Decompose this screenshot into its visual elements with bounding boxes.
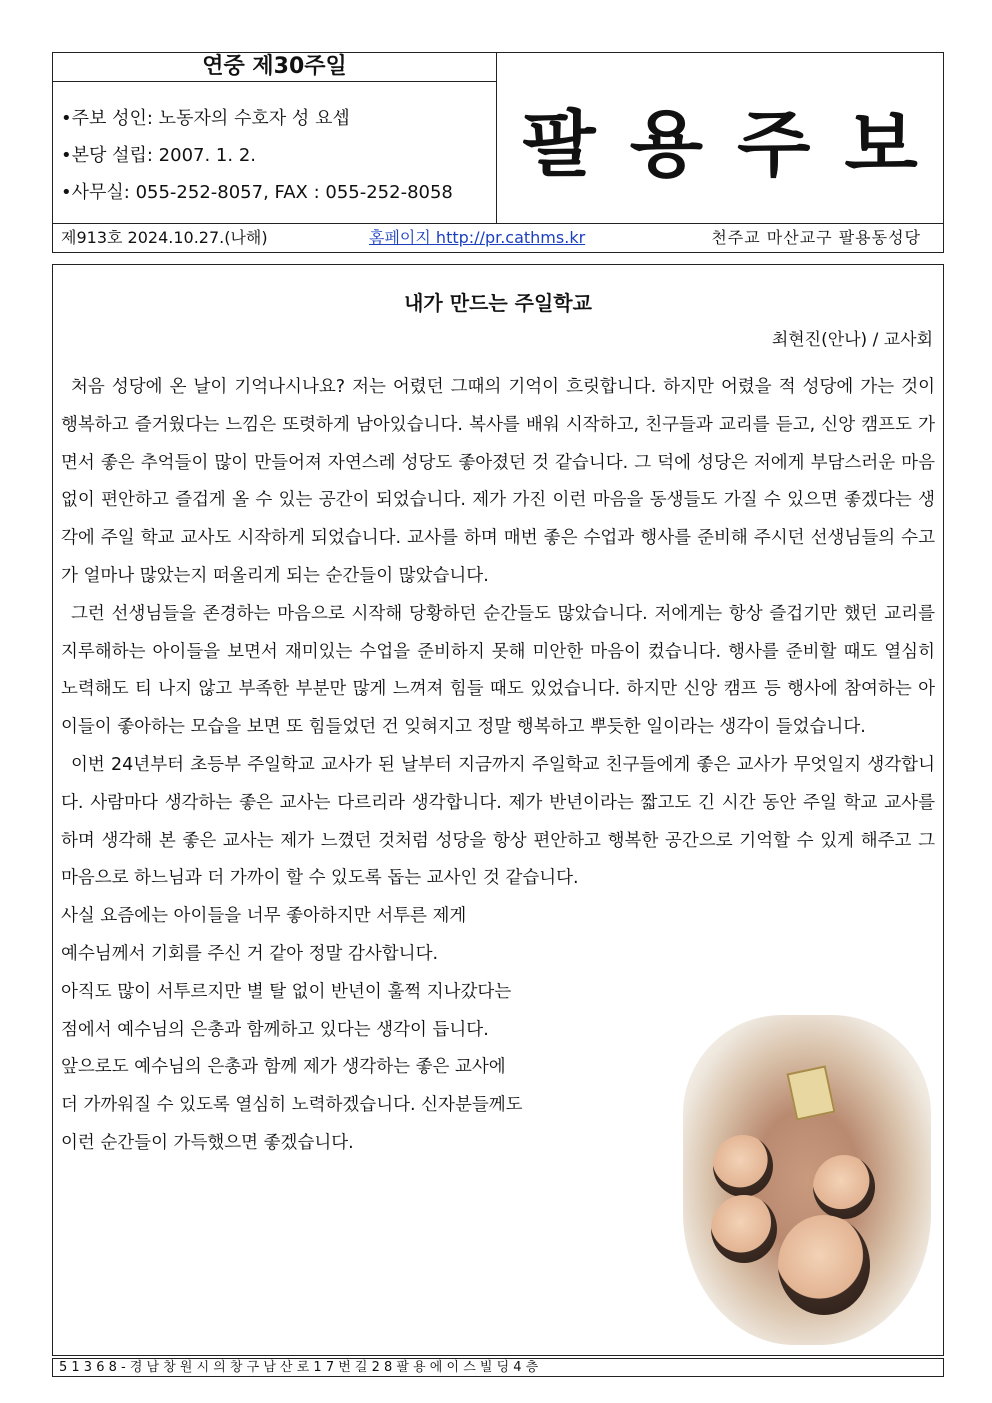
paragraph: 그런 선생님들을 존경하는 마음으로 시작해 당황하던 순간들도 많았습니다. 저에게는 항상 즐겁기만 했던 교리를 지루해하는 아이들을 보면서 재미있는 수업을 준비하지 못해 미안한 마음이 컸습니다. 행사를 준비할 때도 열심히 노력해도 티 나지 않고 부족한 부분만 많게 느껴져 힘들 때도 있었습니다. 하지만 신앙 캠프 등 행사에 참여하는 아이들이 좋아하는 모습을 보면 또 힘들었던 건 잊혀지고 정말 행복하고 뿌듯한 일이라는 생각이 들었습니다. — [61, 603, 935, 738]
closing-line: 아직도 많이 서투르지만 별 탈 없이 반년이 훌쩍 지나갔다는 — [61, 981, 512, 1002]
homepage-url[interactable]: http://pr.cathms.kr — [435, 228, 586, 247]
photo-child-face — [713, 1135, 773, 1197]
article-box — [52, 264, 944, 1356]
photo-child-face — [778, 1215, 870, 1315]
children-photo — [683, 1015, 931, 1345]
issue-bar — [52, 224, 944, 253]
issue-number: 제913호 2024.10.27.(나해) — [61, 228, 268, 247]
closing-line: 사실 요즘에는 아이들을 너무 좋아하지만 서투른 제게 — [61, 906, 467, 927]
header-info-panel — [53, 53, 497, 223]
paragraph: 이번 24년부터 초등부 주일학교 교사가 된 날부터 지금까지 주일학교 친구들에게 좋은 교사가 무엇일지 생각합니다. 사람마다 생각하는 좋은 교사는 다르리라 생각합니다. 제가 반년이라는 짧고도 긴 시간 동안 주일 학교 교사를 하며 생각해 본 좋은 교사는 제가 느꼈던 것처럼 성당을 항상 편안하고 행복한 공간으로 기억할 수 있게 해주고 그 마음으로 하느님과 더 가까이 할 수 있도록 돕는 교사인 것 같습니다. — [61, 754, 935, 889]
closing-line: 점에서 예수님의 은총과 함께하고 있다는 생각이 듭니다. — [61, 1019, 489, 1040]
parish-info — [53, 82, 496, 217]
closing-line: 더 가까워질 수 있도록 열심히 노력하겠습니다. 신자분들께도 — [61, 1095, 523, 1116]
article-title: 내가 만드는 주일학교 — [404, 291, 592, 315]
closing-line: 앞으로도 예수님의 은총과 함께 제가 생각하는 좋은 교사에 — [61, 1057, 506, 1078]
patron-saint: •주보 성인: 노동자의 수호자 성 요셉 — [61, 108, 350, 129]
parish-name: 천주교 마산교구 팔용동성당 — [711, 228, 921, 247]
office-contact: •사무실: 055-252-8057, FAX : 055-252-8058 — [61, 182, 453, 203]
bulletin-header — [52, 52, 952, 224]
photo-sign — [786, 1065, 835, 1120]
homepage-link[interactable] — [369, 224, 585, 252]
address-footer: 5 1 3 6 8 - 경 남 창 원 시 의 창 구 남 산 로 1 7 번 길 2 8 팔 용 에 이 스 빌 딩 4 층 — [52, 1358, 944, 1377]
paragraph: 처음 성당에 온 날이 기억나시나요? 저는 어렸던 그때의 기억이 흐릿합니다. 하지만 어렸을 적 성당에 가는 것이 행복하고 즐거웠다는 느낌은 또렷하게 남아있습니다. 복사를 배워 시작하고, 친구들과 교리를 듣고, 신앙 캠프도 가면서 좋은 추억들이 많이 만들어져 자연스레 성당도 좋아졌던 것 같습니다. 그 덕에 성당은 저에게 부담스러운 마음 없이 편안하고 즐겁게 올 수 있는 공간이 되었습니다. 제가 가진 이런 마음을 동생들도 가질 수 있으면 좋겠다는 생각에 주일 학교 교사도 시작하게 되었습니다. 교사를 하며 매번 좋은 수업과 행사를 준비해 주시던 선생님들의 수고가 얼마나 많았는지 떠올리게 되는 순간들이 많았습니다. — [61, 377, 935, 586]
founding-date: •본당 설립: 2007. 1. 2. — [61, 145, 256, 166]
article-byline: 최현진(안나) / 교사회 — [771, 330, 933, 350]
photo-child-face — [711, 1195, 777, 1263]
photo-child-face — [813, 1155, 875, 1219]
closing-line: 예수님께서 기회를 주신 거 같아 정말 감사합니다. — [61, 943, 439, 964]
closing-line: 이런 순간들이 가득했으면 좋겠습니다. — [61, 1132, 354, 1153]
homepage-label: 홈페이지 — [369, 228, 436, 247]
closing-paragraph — [61, 898, 617, 1163]
liturgical-season: 연중 제30주일 — [53, 53, 496, 82]
bulletin-title: 팔용주보 — [522, 101, 952, 186]
bulletin-title-panel — [497, 53, 952, 223]
